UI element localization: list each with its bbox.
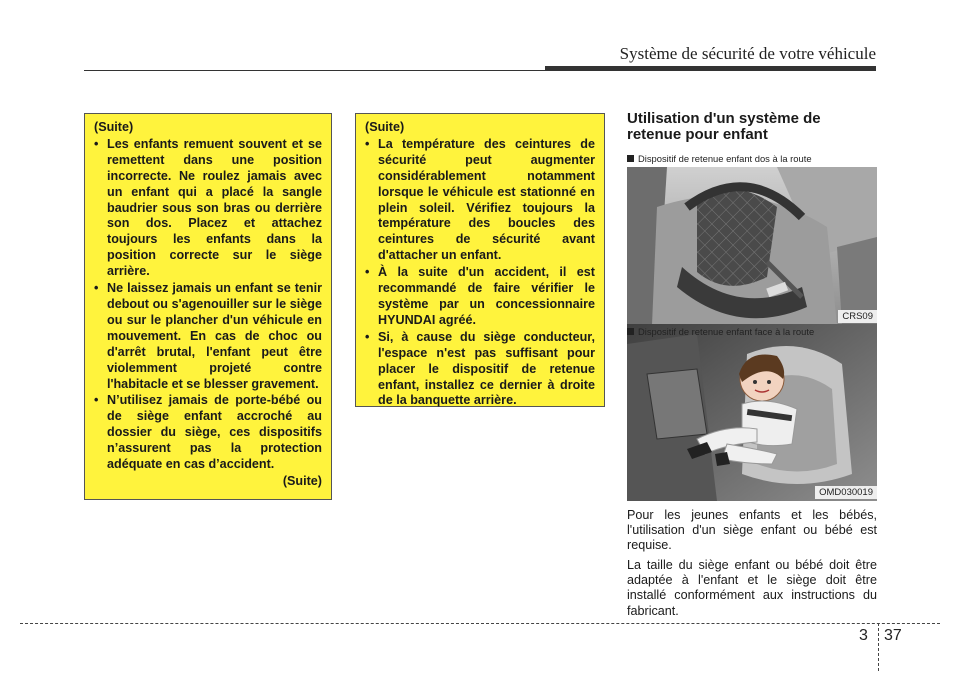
warning-item [94, 281, 322, 392]
caption-text: Dispositif de retenue enfant face à la route [638, 326, 815, 337]
rear-facing-child-seat-illustration [627, 167, 877, 325]
forward-facing-seat-drawing [627, 324, 877, 501]
warning-item-text: Ne laissez jamais un enfant se tenir debout ou s'agenouiller sur le siège ou sur le plancher d'un véhicule en mouvement. En cas de choc ou d'arrêt brutal, l'enfant peut être violemment projeté contre l'habitacle et se blesser gravement. [107, 281, 322, 391]
warning-item [365, 137, 595, 264]
bullet-icon: • [94, 136, 99, 151]
warning-item [365, 330, 595, 410]
figure-code-label: OMD030019 [815, 486, 877, 499]
warning-item-text: Les enfants remuent souvent et se remettent dans une position incorrecte. Ne roulez jamais avec un enfant qui a placé la sangle baudrier sous son bras ou derrière son dos. Placez et attachez toujours les enfants dans la position correcte sur le siège arrière. [107, 136, 322, 279]
figure-caption-forward-facing [627, 324, 877, 340]
warning-item [94, 137, 322, 280]
bullet-icon: • [365, 329, 370, 344]
figure-caption-rear-facing [627, 151, 877, 167]
bullet-icon: • [94, 393, 99, 408]
warning-item-text: N’utilisez jamais de porte-bébé ou de siège enfant accroché au dossier du siège, ces dispositifs n’assurent pas la protection adéquate en cas d’accident. [107, 393, 322, 472]
bullet-icon: • [94, 281, 99, 296]
warning-item-text: Si, à cause du siège conducteur, l'espace n'est pas suffisant pour placer le dispositif de retenue enfant, installez ce dernier à droite de la banquette arrière. [378, 329, 595, 408]
warning-box-left [84, 113, 332, 500]
footer-divider [20, 623, 940, 624]
caption-text: Dispositif de retenue enfant dos à la route [638, 153, 812, 164]
figure-code-label: CRS09 [838, 310, 877, 323]
body-paragraph: Pour les jeunes enfants et les bébés, l'utilisation d'un siège enfant ou bébé est requise. [627, 508, 877, 553]
warning-item-text: À la suite d'un accident, il est recommandé de faire vérifier le système par un concessionnaire HYUNDAI agréé. [378, 265, 595, 327]
square-bullet-icon [627, 328, 634, 335]
rear-facing-seat-drawing [627, 167, 877, 325]
bullet-icon: • [365, 136, 370, 151]
warning-item-text: La température des ceintures de sécurité peut augmenter considérablement notamment lorsque le véhicule est stationné en plein soleil. Vérifiez toujours la température des boucles des ceintures de sécurité avant d'attacher un enfant. [378, 136, 595, 263]
footer-page-separator [878, 623, 879, 671]
body-paragraph: La taille du siège enfant ou bébé doit être adaptée à l'enfant et le siège doit être installé conformément aux instructions du fabricant. [627, 558, 877, 618]
warning-list [365, 137, 595, 409]
page-number: 37 [884, 627, 902, 644]
bullet-icon: • [365, 265, 370, 280]
warning-lead: (Suite) [94, 120, 134, 134]
running-header-title: Système de sécurité de votre véhicule [619, 44, 876, 63]
warning-continued-label: (Suite) [282, 473, 322, 488]
chapter-number: 3 [859, 627, 868, 644]
warning-box-right [355, 113, 605, 407]
forward-facing-child-seat-illustration [627, 324, 877, 501]
section-heading: Utilisation d'un système de retenue pour enfant [627, 110, 821, 143]
warning-list [94, 137, 322, 473]
header-accent-bar [545, 66, 876, 71]
warning-item [365, 265, 595, 329]
warning-lead: (Suite) [365, 120, 405, 134]
square-bullet-icon [627, 155, 634, 162]
warning-item [94, 393, 322, 473]
